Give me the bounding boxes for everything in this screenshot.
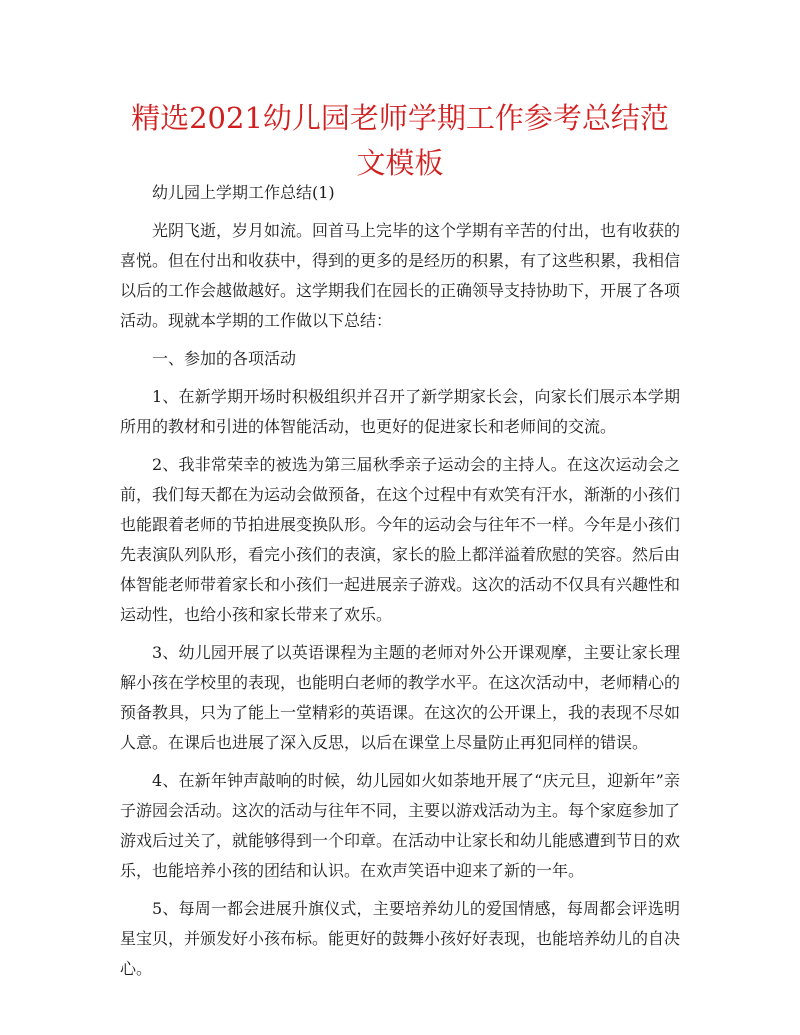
activity-paragraph-2: 2、我非常荣幸的被选为第三届秋季亲子运动会的主持人。在这次运动会之前，我们每天都在为运动会做预备，在这个过程中有欢笑有汗水，渐渐的小孩们也能跟着老师的节拍进展变换队形。今年的运动会与往年不一样。今年是小孩们先表演队列队形，看完小孩们的表演，家长的脸上都洋溢着欣慰的笑容。然后由体智能老师带着家长和小孩们一起进展亲子游戏。这次的活动不仅具有兴趣性和运动性，也给小孩和家长带来了欢乐。 bbox=[120, 455, 681, 624]
subsection-heading: 一、参加的各项活动 bbox=[152, 349, 297, 368]
activity-paragraph-3: 3、幼儿园开展了以英语课程为主题的老师对外公开课观摩，主要让家长理解小孩在学校里的表现，也能明白老师的教学水平。在这次活动中，老师精心的预备教具，只为了能上一堂精彩的英语课。在这次的公开课上，我的表现不尽如人意。在课后也进展了深入反思，以后在课堂上尽量防止再犯同样的错误。 bbox=[120, 643, 681, 752]
activity-paragraph-1: 1、在新学期开场时积极组织并召开了新学期家长会，向家长们展示本学期所用的教材和引进的体智能活动，也更好的促进家长和老师间的交流。 bbox=[120, 387, 680, 436]
section-heading: 幼儿园上学期工作总结(1) bbox=[152, 183, 335, 202]
activity-paragraph-5: 5、每周一都会进展升旗仪式，主要培养幼儿的爱国情感，每周都会评选明星宝贝，并颁发好小孩布标。能更好的鼓舞小孩好好表现，也能培养幼儿的自决心。 bbox=[120, 899, 681, 978]
document-body bbox=[120, 178, 680, 984]
activity-paragraph-4: 4、在新年钟声敲响的时候，幼儿园如火如荼地开展了“庆元旦，迎新年”亲子游园会活动。这次的活动与往年不同，主要以游戏活动为主。每个家庭参加了游戏后过关了，就能够得到一个印章。在活动中让家长和幼儿能感遭到节日的欢乐，也能培养小孩的团结和认识。在欢声笑语中迎来了新的一年。 bbox=[120, 771, 681, 880]
intro-paragraph: 光阴飞逝，岁月如流。回首马上完毕的这个学期有辛苦的付出，也有收获的喜悦。但在付出和收获中，得到的更多的是经历的积累，有了这些积累，我相信以后的工作会越做越好。这学期我们在园长的正确领导支持协助下，开展了各项活动。现就本学期的工作做以下总结： bbox=[120, 221, 681, 330]
document-title: 精选2021幼儿园老师学期工作参考总结范文模板 bbox=[131, 101, 669, 180]
